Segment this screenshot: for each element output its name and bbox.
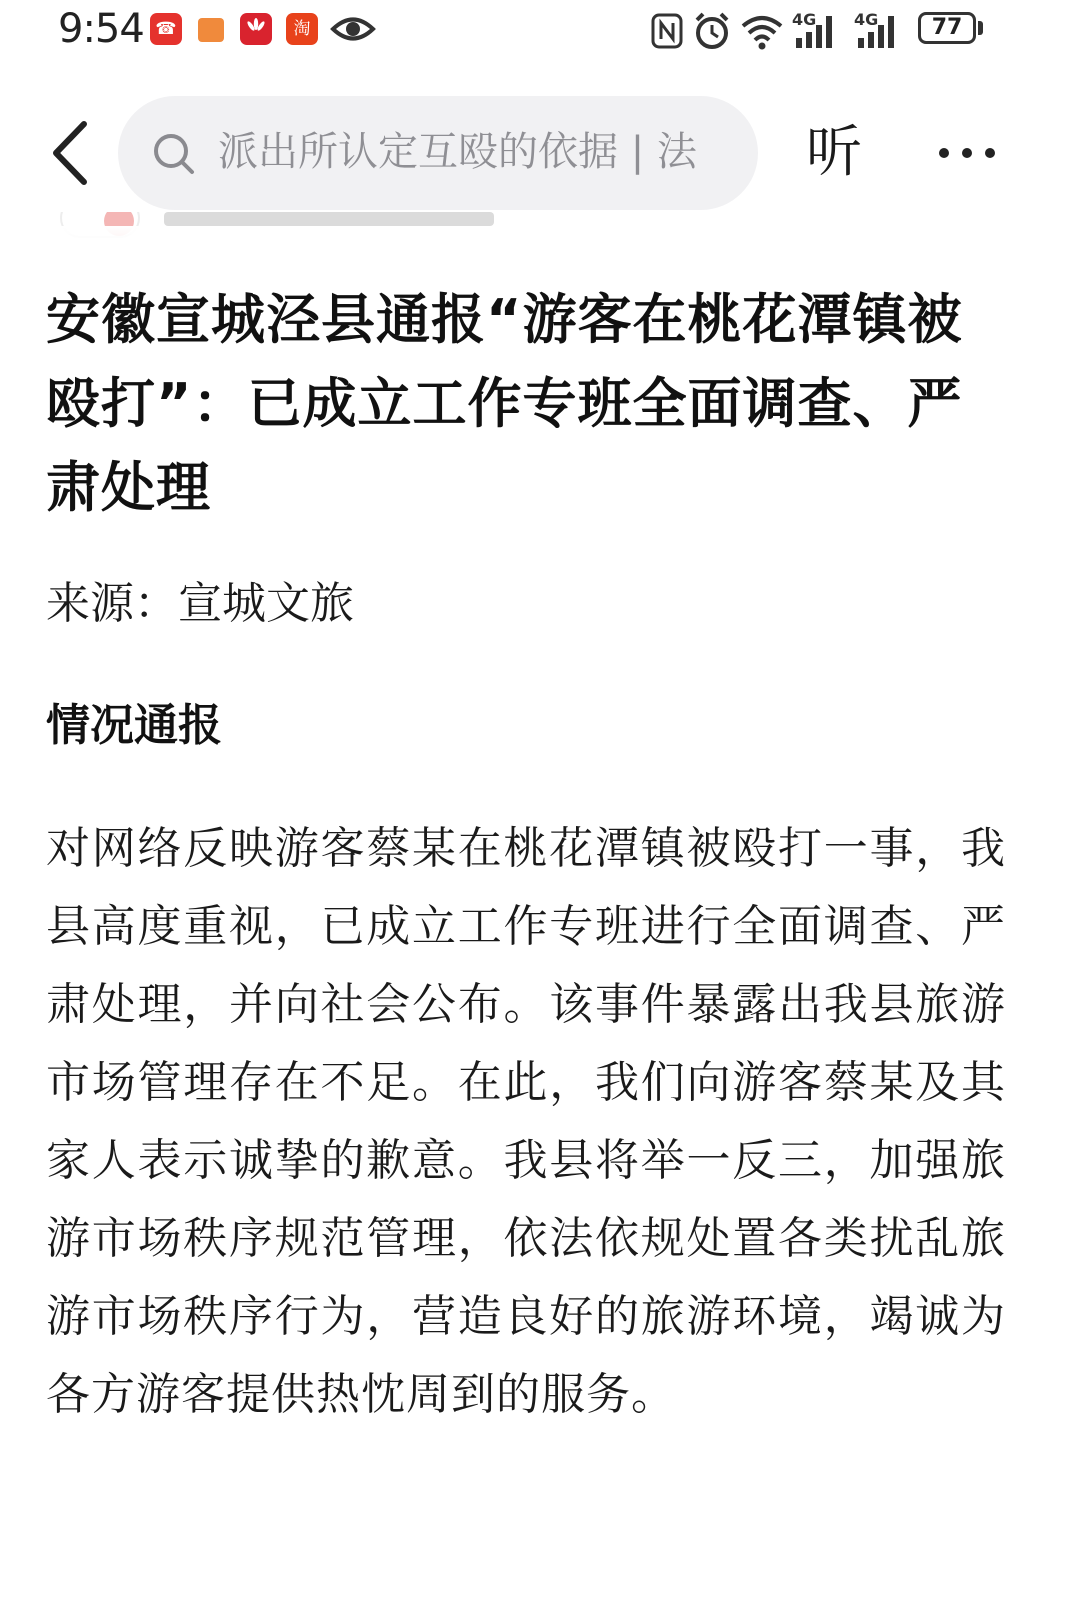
phone-app-icon: ☎ — [150, 13, 182, 45]
article-headline: 安徽宣城泾县通报“游客在桃花潭镇被殴打”：已成立工作专班全面调查、严肃处理 — [46, 288, 963, 519]
search-query-text: 派出所认定互殴的依据 | 法 — [218, 129, 697, 175]
battery-tip — [978, 21, 983, 35]
status-time: 9:54 — [58, 6, 144, 52]
account-name-placeholder — [164, 212, 494, 226]
huawei-app-icon — [240, 13, 272, 45]
battery-icon: 77 — [918, 12, 976, 44]
nav-fade — [0, 226, 1080, 240]
signal-4g-icon — [790, 8, 842, 54]
article-body: 对网络反映游客蔡某在桃花潭镇被殴打一事，我县高度重视，已成立工作专班进行全面调查、严肃处理，并向社会公布。该事件暴露出我县旅游市场管理存在不足。在此，我们向游客蔡某及其家人表示诚挚的歉意。我县将举一反三，加强旅游市场秩序规范管理，依法依规处置各类扰乱旅游市场秩序行为，营造良好的旅游环境，竭诚为各方游客提供热忱周到的服务。 — [46, 823, 1006, 1420]
status-bar — [0, 0, 1080, 62]
more-options-icon[interactable] — [932, 128, 1002, 178]
section-title: 情况通报 — [46, 700, 222, 751]
book-app-icon — [198, 18, 224, 42]
svg-text:4G: 4G — [854, 10, 879, 29]
signal-4g-icon — [852, 8, 904, 54]
article — [46, 278, 1006, 1434]
nfc-icon — [650, 8, 684, 54]
svg-text:4G: 4G — [792, 10, 817, 29]
alarm-icon — [692, 8, 732, 54]
search-input[interactable] — [118, 96, 758, 210]
article-source: 来源：宣城文旅 — [46, 578, 354, 629]
listen-button[interactable]: 听 — [806, 120, 862, 185]
wifi-icon — [740, 8, 784, 54]
back-button[interactable] — [40, 118, 100, 188]
eye-icon — [330, 12, 376, 46]
search-icon — [150, 130, 198, 178]
taobao-app-icon: 淘 — [286, 13, 318, 45]
